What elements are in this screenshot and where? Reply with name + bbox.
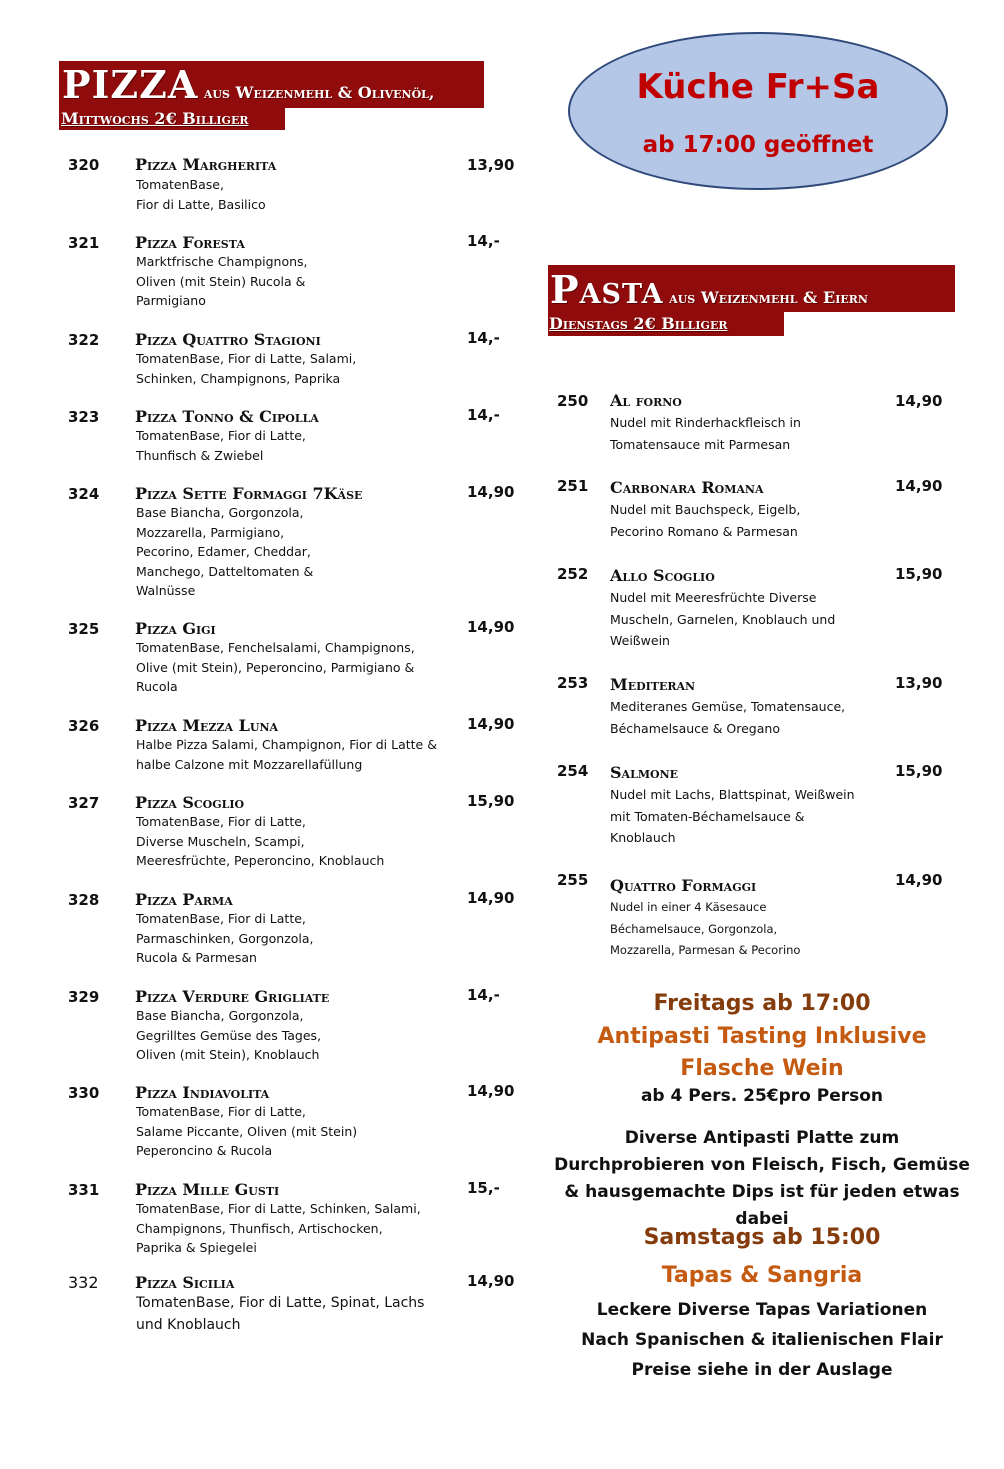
item-description: Nudel mit Meeresfrüchte Diverse Muscheln, Garnelen, Knoblauch und Weißwein — [610, 590, 836, 648]
item-name: Pizza Mezza Luna — [135, 716, 279, 735]
item-description: Nudel mit Bauchspeck, Eigelb, Pecorino Romano & Parmesan — [610, 502, 801, 539]
item-description: TomatenBase, Fior di Latte, Salami, Schinken, Champignons, Paprika — [136, 351, 357, 386]
item-name: Quattro Formaggi — [610, 876, 757, 895]
pizza-title: PIZZA — [62, 62, 199, 107]
item-number: 331 — [68, 1181, 100, 1199]
item-price: 14,90 — [467, 1082, 515, 1100]
saturday-title: Samstags ab 15:00 — [643, 1225, 881, 1250]
pasta-discount: Dienstags 2€ Billiger — [548, 312, 784, 336]
saturday-line-3: Preise siehe in der Auslage — [631, 1360, 893, 1380]
item-description: TomatenBase, Fior di Latte, Basilico — [136, 177, 266, 212]
item-description: TomatenBase, Fior di Latte, Thunfisch & Zwiebel — [136, 428, 306, 463]
friday-description: Diverse Antipasti Platte zum Durchprobieren von Fleisch, Fisch, Gemüse & hausgemachte Dips ist für jeden etwas dabei — [554, 1128, 970, 1229]
friday-event: Antipasti Tasting Inklusive Flasche Wein — [597, 1024, 927, 1081]
item-price: 14,90 — [467, 715, 515, 733]
kitchen-opening-time: ab 17:00 geöffnet — [642, 132, 874, 158]
item-price: 14,- — [467, 406, 500, 424]
kitchen-hours-oval — [568, 32, 948, 190]
item-number: 325 — [68, 620, 100, 638]
item-name: Pizza Tonno & Cipolla — [135, 407, 319, 426]
item-number: 255 — [557, 871, 589, 889]
item-name: Pizza Quattro Stagioni — [135, 330, 321, 349]
item-number: 254 — [557, 762, 589, 780]
item-description: Nudel in einer 4 Käsesauce Béchamelsauce, Gorgonzola, Mozzarella, Parmesan & Pecorino — [610, 900, 801, 957]
pizza-discount: Mittwochs 2€ Billiger — [59, 108, 285, 130]
item-price: 15,90 — [895, 565, 943, 583]
item-price: 14,- — [467, 986, 500, 1004]
item-number: 332 — [68, 1273, 99, 1292]
item-number: 326 — [68, 717, 100, 735]
item-number: 320 — [68, 156, 100, 174]
item-name: Allo Scoglio — [610, 566, 715, 585]
item-number: 322 — [68, 331, 100, 349]
item-name: Mediteran — [610, 675, 696, 694]
item-description: Mediteranes Gemüse, Tomatensauce, Béchamelsauce & Oregano — [610, 699, 846, 736]
item-description: TomatenBase, Fenchelsalami, Champignons, Olive (mit Stein), Peperoncino, Parmigiano & Rucola — [136, 640, 415, 694]
item-name: Al forno — [610, 391, 682, 410]
item-name: Pizza Margherita — [135, 155, 277, 174]
item-description: Nudel mit Rinderhackfleisch in Tomatensauce mit Parmesan — [610, 415, 801, 452]
item-description: Base Biancha, Gorgonzola, Mozzarella, Parmigiano, Pecorino, Edamer, Cheddar, Manchego, Datteltomaten & Walnüsse — [136, 505, 314, 598]
item-price: 15,90 — [467, 792, 515, 810]
item-price: 14,90 — [467, 1272, 515, 1290]
item-description: Halbe Pizza Salami, Champignon, Fior di Latte & halbe Calzone mit Mozzarellafüllung — [136, 737, 437, 772]
item-price: 14,- — [467, 232, 500, 250]
item-description: Base Biancha, Gorgonzola, Gegrilltes Gemüse des Tages, Oliven (mit Stein), Knoblauch — [136, 1008, 322, 1062]
item-description: TomatenBase, Fior di Latte, Diverse Muscheln, Scampi, Meeresfrüchte, Peperoncino, Knoblauch — [136, 814, 385, 868]
item-description: TomatenBase, Fior di Latte, Schinken, Salami, Champignons, Thunfisch, Artischocken, Paprika & Spiegelei — [136, 1201, 421, 1255]
kitchen-days: Küche Fr+Sa — [636, 67, 880, 107]
item-number: 253 — [557, 674, 589, 692]
item-price: 14,90 — [895, 871, 943, 889]
item-number: 251 — [557, 477, 589, 495]
item-name: Pizza Verdure Grigliate — [135, 987, 330, 1006]
pasta-title: Pasta — [550, 267, 664, 312]
item-number: 329 — [68, 988, 100, 1006]
item-number: 250 — [557, 392, 589, 410]
friday-price: ab 4 Pers. 25€pro Person — [640, 1086, 884, 1106]
saturday-event: Tapas & Sangria — [661, 1263, 863, 1288]
item-number: 327 — [68, 794, 100, 812]
saturday-line-2: Nach Spanischen & italienischen Flair — [581, 1330, 943, 1350]
item-price: 13,90 — [895, 674, 943, 692]
item-description: TomatenBase, Fior di Latte, Parmaschinken, Gorgonzola, Rucola & Parmesan — [136, 911, 314, 965]
item-number: 252 — [557, 565, 589, 583]
item-name: Pizza Sicilia — [135, 1273, 235, 1292]
item-number: 328 — [68, 891, 100, 909]
item-description: TomatenBase, Fior di Latte, Spinat, Lachs und Knoblauch — [136, 1295, 425, 1333]
item-name: Pizza Parma — [135, 890, 233, 909]
item-name: Pizza Mille Gusti — [135, 1180, 280, 1199]
item-name: Pizza Scoglio — [135, 793, 245, 812]
item-price: 14,90 — [895, 477, 943, 495]
item-name: Pizza Indiavolita — [135, 1083, 270, 1102]
item-number: 321 — [68, 234, 100, 252]
pizza-subtitle: aus Weizenmehl & Olivenöl, — [203, 83, 435, 102]
item-number: 330 — [68, 1084, 100, 1102]
item-number: 324 — [68, 485, 100, 503]
item-description: Marktfrische Champignons, Oliven (mit Stein) Rucola & Parmigiano — [136, 254, 308, 308]
item-price: 14,90 — [467, 889, 515, 907]
item-name: Salmone — [610, 763, 679, 782]
saturday-line-1: Leckere Diverse Tapas Variationen — [596, 1300, 928, 1320]
item-name: Pizza Sette Formaggi 7Käse — [135, 484, 363, 503]
item-name: Pizza Gigi — [135, 619, 216, 638]
item-description: Nudel mit Lachs, Blattspinat, Weißwein mit Tomaten-Béchamelsauce & Knoblauch — [610, 787, 855, 845]
item-name: Carbonara Romana — [610, 478, 764, 497]
item-price: 15,90 — [895, 762, 943, 780]
item-price: 14,90 — [895, 392, 943, 410]
pasta-banner — [548, 265, 955, 312]
item-description: TomatenBase, Fior di Latte, Salame Piccante, Oliven (mit Stein) Peperoncino & Rucola — [136, 1104, 358, 1158]
item-price: 15,- — [467, 1179, 500, 1197]
item-price: 14,90 — [467, 618, 515, 636]
pasta-subtitle: aus Weizenmehl & Eiern — [669, 288, 868, 307]
item-price: 14,90 — [467, 483, 515, 501]
item-name: Pizza Foresta — [135, 233, 245, 252]
item-number: 323 — [68, 408, 100, 426]
friday-title: Freitags ab 17:00 — [653, 991, 871, 1016]
item-price: 14,- — [467, 329, 500, 347]
pizza-banner — [59, 61, 484, 108]
item-price: 13,90 — [467, 156, 515, 174]
